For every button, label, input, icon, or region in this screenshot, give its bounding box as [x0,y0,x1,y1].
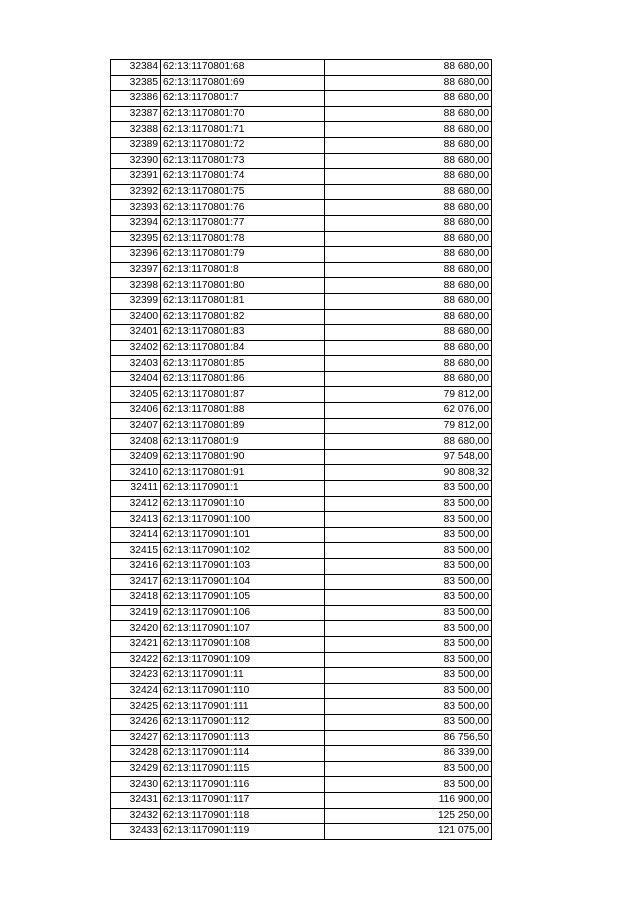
cadastral-value-cell: 83 500,00 [325,683,492,699]
table-row [111,60,492,76]
cadastral-value-cell: 88 680,00 [325,184,492,200]
row-number-cell: 32409 [111,449,161,465]
table-row [111,559,492,575]
cadastral-value-cell: 88 680,00 [325,434,492,450]
cadastral-number-cell: 62:13:1170901:100 [161,512,325,528]
cadastral-value-cell: 79 812,00 [325,418,492,434]
cadastral-number-cell: 62:13:1170801:83 [161,325,325,341]
row-number-cell: 32386 [111,91,161,107]
cadastral-value-cell: 88 680,00 [325,153,492,169]
cadastral-value-cell: 88 680,00 [325,371,492,387]
row-number-cell: 32420 [111,621,161,637]
row-number-cell: 32399 [111,293,161,309]
cadastral-value-cell: 83 500,00 [325,761,492,777]
cadastral-value-cell: 116 900,00 [325,792,492,808]
row-number-cell: 32390 [111,153,161,169]
table-row [111,371,492,387]
table-row [111,808,492,824]
cadastral-value-cell: 88 680,00 [325,278,492,294]
table-row [111,652,492,668]
cadastral-number-cell: 62:13:1170901:114 [161,746,325,762]
table-row [111,543,492,559]
cadastral-value-cell: 83 500,00 [325,668,492,684]
cadastral-number-cell: 62:13:1170801:68 [161,60,325,76]
cadastral-value-cell: 88 680,00 [325,137,492,153]
cadastral-value-cell: 88 680,00 [325,106,492,122]
cadastral-value-cell: 83 500,00 [325,605,492,621]
cadastral-number-cell: 62:13:1170801:73 [161,153,325,169]
table-row [111,278,492,294]
table-row [111,122,492,138]
row-number-cell: 32432 [111,808,161,824]
cadastral-number-cell: 62:13:1170801:76 [161,200,325,216]
cadastral-number-cell: 62:13:1170801:80 [161,278,325,294]
row-number-cell: 32429 [111,761,161,777]
row-number-cell: 32388 [111,122,161,138]
cadastral-value-cell: 86 756,50 [325,730,492,746]
cadastral-number-cell: 62:13:1170901:1 [161,481,325,497]
table-row [111,636,492,652]
row-number-cell: 32423 [111,668,161,684]
cadastral-number-cell: 62:13:1170901:111 [161,699,325,715]
table-row [111,293,492,309]
cadastral-value-cell: 83 500,00 [325,559,492,575]
row-number-cell: 32410 [111,465,161,481]
table-row [111,262,492,278]
cadastral-number-cell: 62:13:1170901:117 [161,792,325,808]
row-number-cell: 32393 [111,200,161,216]
cadastral-number-cell: 62:13:1170901:108 [161,636,325,652]
cadastral-value-cell: 83 500,00 [325,574,492,590]
cadastral-value-cell: 79 812,00 [325,387,492,403]
cadastral-value-cell: 83 500,00 [325,481,492,497]
cadastral-number-cell: 62:13:1170801:75 [161,184,325,200]
table-row [111,325,492,341]
row-number-cell: 32401 [111,325,161,341]
table-row [111,527,492,543]
cadastral-value-cell: 88 680,00 [325,200,492,216]
table-row [111,699,492,715]
table-row [111,792,492,808]
cadastral-number-cell: 62:13:1170901:115 [161,761,325,777]
cadastral-value-cell: 88 680,00 [325,262,492,278]
cadastral-number-cell: 62:13:1170901:109 [161,652,325,668]
table-row [111,418,492,434]
row-number-cell: 32398 [111,278,161,294]
row-number-cell: 32389 [111,137,161,153]
row-number-cell: 32397 [111,262,161,278]
table-row [111,730,492,746]
table-row [111,200,492,216]
table-row [111,777,492,793]
row-number-cell: 32392 [111,184,161,200]
row-number-cell: 32387 [111,106,161,122]
cadastral-number-cell: 62:13:1170901:104 [161,574,325,590]
cadastral-number-cell: 62:13:1170801:82 [161,309,325,325]
row-number-cell: 32428 [111,746,161,762]
cadastral-value-cell: 83 500,00 [325,621,492,637]
table-row [111,215,492,231]
row-number-cell: 32405 [111,387,161,403]
cadastral-number-cell: 62:13:1170901:116 [161,777,325,793]
cadastral-number-cell: 62:13:1170801:8 [161,262,325,278]
row-number-cell: 32421 [111,636,161,652]
cadastral-number-cell: 62:13:1170801:69 [161,75,325,91]
cadastral-number-cell: 62:13:1170901:107 [161,621,325,637]
row-number-cell: 32415 [111,543,161,559]
cadastral-number-cell: 62:13:1170801:77 [161,215,325,231]
cadastral-number-cell: 62:13:1170901:110 [161,683,325,699]
cadastral-number-cell: 62:13:1170801:70 [161,106,325,122]
row-number-cell: 32431 [111,792,161,808]
table-row [111,590,492,606]
cadastral-number-cell: 62:13:1170901:118 [161,808,325,824]
cadastral-number-cell: 62:13:1170901:10 [161,496,325,512]
row-number-cell: 32417 [111,574,161,590]
cadastral-value-cell: 88 680,00 [325,75,492,91]
table-row [111,137,492,153]
cadastral-number-cell: 62:13:1170801:90 [161,449,325,465]
cadastral-number-cell: 62:13:1170801:79 [161,247,325,263]
table-row [111,683,492,699]
cadastral-number-cell: 62:13:1170801:84 [161,340,325,356]
cadastral-value-cell: 88 680,00 [325,122,492,138]
table-row [111,247,492,263]
cadastral-number-cell: 62:13:1170801:88 [161,403,325,419]
table-row [111,605,492,621]
cadastral-number-cell: 62:13:1170901:106 [161,605,325,621]
row-number-cell: 32412 [111,496,161,512]
cadastral-number-cell: 62:13:1170901:119 [161,824,325,840]
table-row [111,434,492,450]
row-number-cell: 32414 [111,527,161,543]
table-row [111,668,492,684]
table-row [111,746,492,762]
row-number-cell: 32391 [111,169,161,185]
table-row [111,91,492,107]
cadastral-value-cell: 97 548,00 [325,449,492,465]
cadastral-value-cell: 90 808,32 [325,465,492,481]
row-number-cell: 32430 [111,777,161,793]
row-number-cell: 32419 [111,605,161,621]
cadastral-number-cell: 62:13:1170801:85 [161,356,325,372]
row-number-cell: 32418 [111,590,161,606]
table-row [111,574,492,590]
cadastral-value-cell: 83 500,00 [325,543,492,559]
table-row [111,356,492,372]
cadastral-value-cell: 83 500,00 [325,699,492,715]
document-page [110,59,491,840]
row-number-cell: 32400 [111,309,161,325]
cadastral-value-cell: 121 075,00 [325,824,492,840]
cadastral-value-table [110,59,492,840]
table-row [111,824,492,840]
cadastral-value-cell: 83 500,00 [325,527,492,543]
cadastral-number-cell: 62:13:1170901:105 [161,590,325,606]
row-number-cell: 32385 [111,75,161,91]
cadastral-number-cell: 62:13:1170801:89 [161,418,325,434]
cadastral-number-cell: 62:13:1170801:71 [161,122,325,138]
row-number-cell: 32425 [111,699,161,715]
cadastral-value-cell: 88 680,00 [325,293,492,309]
row-number-cell: 32426 [111,714,161,730]
cadastral-number-cell: 62:13:1170801:74 [161,169,325,185]
table-row [111,169,492,185]
row-number-cell: 32413 [111,512,161,528]
row-number-cell: 32411 [111,481,161,497]
row-number-cell: 32404 [111,371,161,387]
row-number-cell: 32406 [111,403,161,419]
cadastral-number-cell: 62:13:1170801:91 [161,465,325,481]
row-number-cell: 32407 [111,418,161,434]
table-row [111,761,492,777]
cadastral-number-cell: 62:13:1170901:103 [161,559,325,575]
row-number-cell: 32395 [111,231,161,247]
cadastral-value-cell: 83 500,00 [325,512,492,528]
table-row [111,75,492,91]
cadastral-value-cell: 88 680,00 [325,325,492,341]
row-number-cell: 32416 [111,559,161,575]
row-number-cell: 32394 [111,215,161,231]
table-row [111,449,492,465]
cadastral-value-cell: 83 500,00 [325,590,492,606]
cadastral-number-cell: 62:13:1170801:72 [161,137,325,153]
table-row [111,184,492,200]
cadastral-value-cell: 88 680,00 [325,231,492,247]
cadastral-number-cell: 62:13:1170901:101 [161,527,325,543]
cadastral-value-cell: 83 500,00 [325,496,492,512]
table-row [111,231,492,247]
table-row [111,309,492,325]
cadastral-value-cell: 62 076,00 [325,403,492,419]
cadastral-value-cell: 83 500,00 [325,714,492,730]
row-number-cell: 32396 [111,247,161,263]
cadastral-number-cell: 62:13:1170901:11 [161,668,325,684]
cadastral-number-cell: 62:13:1170801:7 [161,91,325,107]
cadastral-value-cell: 125 250,00 [325,808,492,824]
cadastral-value-cell: 88 680,00 [325,60,492,76]
table-row [111,714,492,730]
table-row [111,106,492,122]
cadastral-number-cell: 62:13:1170901:112 [161,714,325,730]
cadastral-value-cell: 88 680,00 [325,340,492,356]
row-number-cell: 32408 [111,434,161,450]
table-row [111,387,492,403]
table-row [111,496,492,512]
table-row [111,481,492,497]
cadastral-value-cell: 83 500,00 [325,636,492,652]
cadastral-value-cell: 83 500,00 [325,652,492,668]
row-number-cell: 32433 [111,824,161,840]
cadastral-number-cell: 62:13:1170801:9 [161,434,325,450]
row-number-cell: 32422 [111,652,161,668]
cadastral-number-cell: 62:13:1170901:102 [161,543,325,559]
table-row [111,153,492,169]
cadastral-value-cell: 88 680,00 [325,169,492,185]
row-number-cell: 32424 [111,683,161,699]
table-row [111,512,492,528]
cadastral-number-cell: 62:13:1170801:81 [161,293,325,309]
cadastral-value-cell: 88 680,00 [325,356,492,372]
table-row [111,340,492,356]
cadastral-number-cell: 62:13:1170801:78 [161,231,325,247]
table-row [111,621,492,637]
cadastral-number-cell: 62:13:1170801:87 [161,387,325,403]
cadastral-value-cell: 83 500,00 [325,777,492,793]
row-number-cell: 32384 [111,60,161,76]
row-number-cell: 32402 [111,340,161,356]
table-row [111,403,492,419]
table-row [111,465,492,481]
cadastral-value-cell: 88 680,00 [325,309,492,325]
table-body [111,60,492,840]
cadastral-number-cell: 62:13:1170901:113 [161,730,325,746]
row-number-cell: 32427 [111,730,161,746]
row-number-cell: 32403 [111,356,161,372]
cadastral-value-cell: 88 680,00 [325,247,492,263]
cadastral-number-cell: 62:13:1170801:86 [161,371,325,387]
cadastral-value-cell: 88 680,00 [325,215,492,231]
cadastral-value-cell: 88 680,00 [325,91,492,107]
cadastral-value-cell: 86 339,00 [325,746,492,762]
